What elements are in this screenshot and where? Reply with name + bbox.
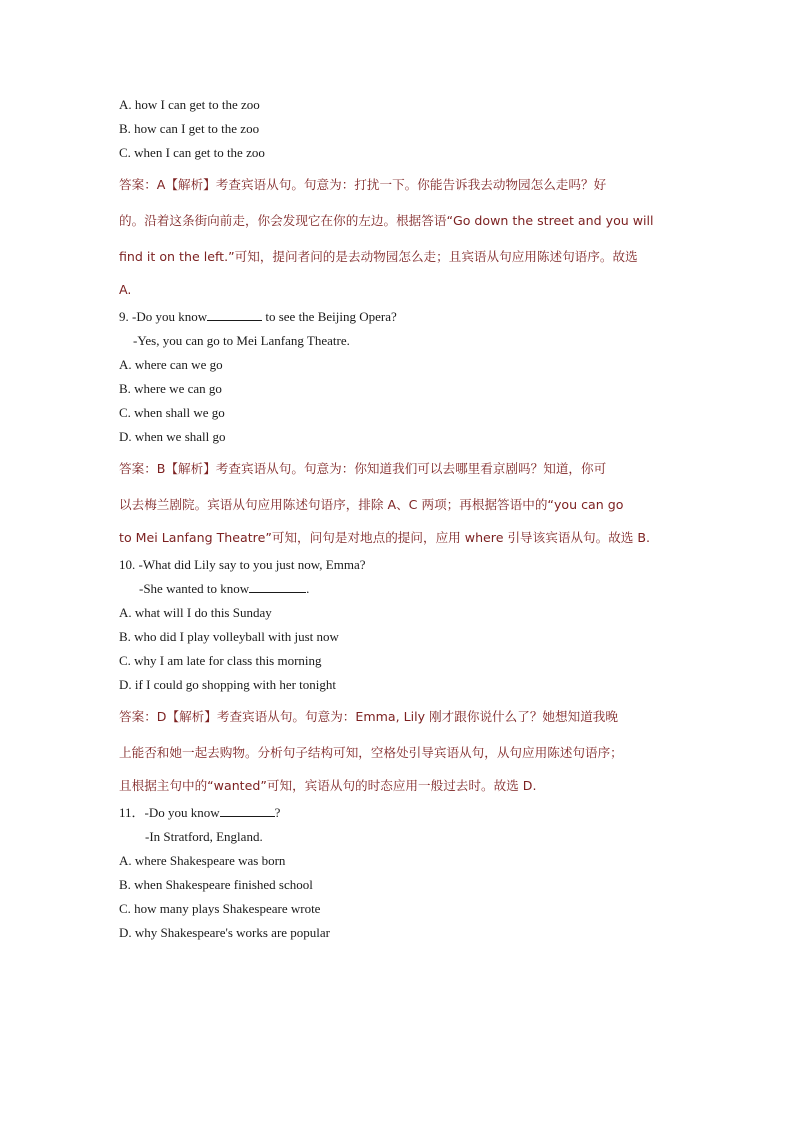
q9-answer-line-3: to Mei Lanfang Theatre”可知，问句是对地点的提问，应用 where 引导该宾语从句。故选 B. [119,530,651,545]
q8-answer-line-4: A. [119,282,132,297]
q10-answer-line-1: 答案：D【解析】考查宾语从句。句意为：Emma, Lily 刚才跟你说什么了？她想知道我晚 [119,709,618,724]
q9-option-b: B. where we can go [119,381,222,396]
q9-stem-post: to see the Beijing Opera? [262,309,397,324]
q9-reply: -Yes, you can go to Mei Lanfang Theatre. [133,333,350,348]
q8-answer-line-1: 答案：A【解析】考查宾语从句。句意为：打扰一下。你能告诉我去动物园怎么走吗？好 [119,177,607,192]
q8-option-c: C. when I can get to the zoo [119,145,265,160]
q11-stem [119,801,689,825]
q10-blank [249,578,306,593]
q11-option-c: C. how many plays Shakespeare wrote [119,901,321,916]
q11-reply: -In Stratford, England. [145,829,263,844]
q9-answer-line-1: 答案：B【解析】考查宾语从句。句意为：你知道我们可以去哪里看京剧吗？知道，你可 [119,461,607,476]
q10-option-d: D. if I could go shopping with her tonight [119,677,337,692]
q9-option-d: D. when we shall go [119,429,226,444]
q9-stem-pre: 9. -Do you know [119,309,208,324]
q8-answer-line-3: find it on the left.”可知，提问者问的是去动物园怎么走；且宾语从句应用陈述句语序。故选 [119,249,638,264]
q9-blank [207,306,262,321]
q10-reply-pre: -She wanted to know [139,581,250,596]
q10-option-a: A. what will I do this Sunday [119,605,272,620]
q10-option-b: B. who did I play volleyball with just now [119,629,339,644]
q8-option-b: B. how can I get to the zoo [119,121,260,136]
q10-reply [119,577,689,601]
q10-option-c: C. why I am late for class this morning [119,653,322,668]
q9-option-a: A. where can we go [119,357,223,372]
worksheet-page [119,93,689,945]
q8-option-a: A. how I can get to the zoo [119,97,260,112]
q10-reply-post: . [306,581,310,596]
q10-answer-line-3: 且根据主句中的“wanted”可知，宾语从句的时态应用一般过去时。故选 D. [119,778,537,793]
q11-option-b: B. when Shakespeare finished school [119,877,313,892]
q8-answer-line-2: 的。沿着这条街向前走，你会发现它在你的左边。根据答语“Go down the street and you will [119,213,654,228]
q11-option-a: A. where Shakespeare was born [119,853,286,868]
q11-blank [220,802,275,817]
q11-stem-post: ? [274,805,281,820]
q9-answer-line-2: 以去梅兰剧院。宾语从句应用陈述句语序，排除 A、C 两项；再根据答语中的“you can go [119,497,624,512]
q11-stem-pre: 11．-Do you know [119,805,220,820]
q10-answer-line-2: 上能否和她一起去购物。分析句子结构可知，空格处引导宾语从句，从句应用陈述句语序； [119,745,623,760]
q10-stem: 10. -What did Lily say to you just now, Emma? [119,557,366,572]
q11-option-d: D. why Shakespeare's works are popular [119,925,331,940]
q9-option-c: C. when shall we go [119,405,225,420]
q9-stem [119,305,689,329]
